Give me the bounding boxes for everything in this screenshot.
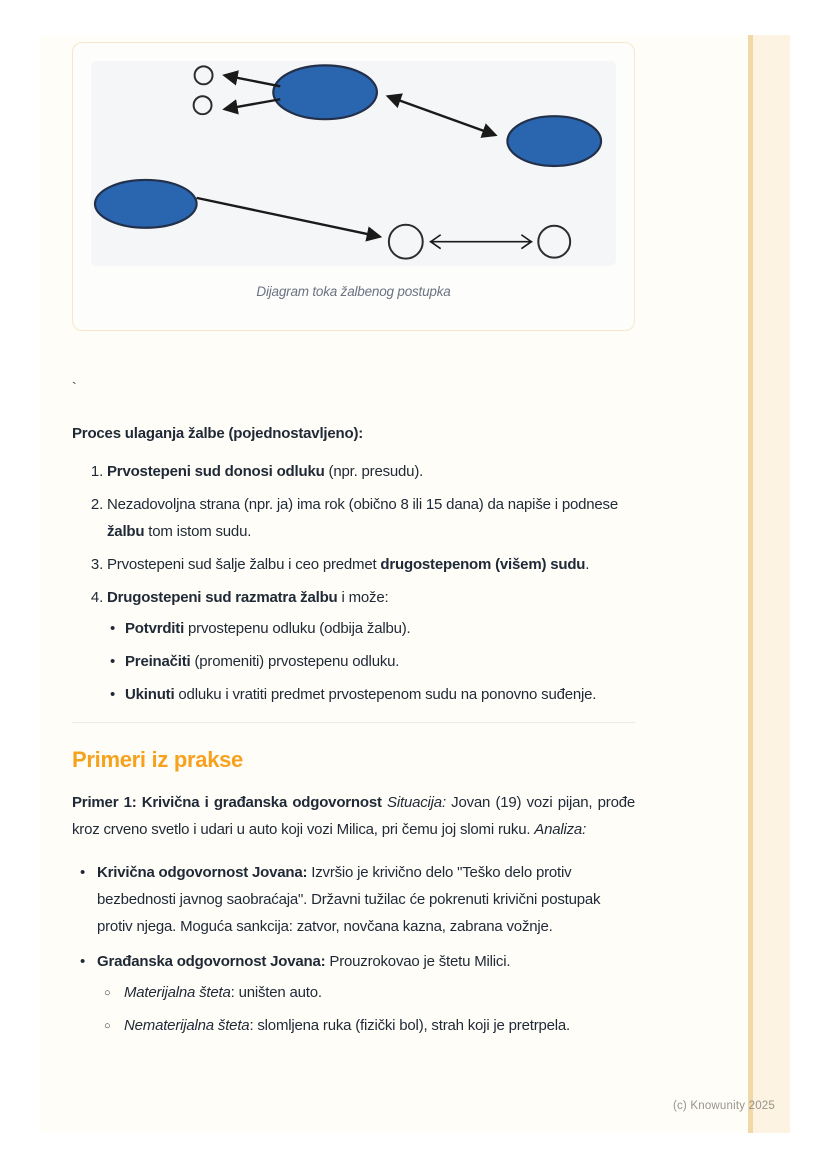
- process-item-4: [107, 584, 635, 708]
- blue-ellipse-bottom-left: [95, 180, 197, 228]
- text-segment: Izvršio je krivično delo "Teško delo protiv bezbednosti javnog saobraćaja". Državni tužilac će pokrenuti krivični postupak protiv njega. Moguća sankcija: zatvor, novčana kazna, zabrana vožnje.: [97, 864, 601, 935]
- process-list: [72, 458, 635, 708]
- example-item-2: [80, 948, 635, 1039]
- text-segment: : slomljena ruka (fizički bol), strah koji je pretrpela.: [249, 1017, 571, 1034]
- process-sub-list: [110, 615, 635, 708]
- text-segment: Primer 1: Krivična i građanska odgovornost: [72, 794, 388, 811]
- text-segment: Građanska odgovornost Jovana:: [97, 953, 326, 970]
- small-circle-1: [195, 66, 213, 84]
- text-segment: (npr. presudu).: [324, 463, 424, 480]
- text-segment: Nezadovoljna strana (npr. ja) ima rok (obično 8 ili 15 dana) da napiše i podnese: [107, 496, 618, 513]
- document-surface: [40, 35, 790, 1133]
- outcome-circle-2: [538, 226, 570, 258]
- text-segment: .: [585, 556, 590, 573]
- process-item-2: [107, 491, 635, 545]
- text-segment: prvostepenu odluku (odbija žalbu).: [184, 620, 411, 637]
- side-margin-panel: [753, 35, 790, 1133]
- flow-diagram-svg: [91, 61, 616, 266]
- section-divider: [72, 722, 635, 723]
- text-segment: Prouzrokovao je štetu Milici.: [325, 953, 511, 970]
- copyright-watermark: (c) Knowunity 2025: [672, 1100, 775, 1112]
- long-arrow-bottom: [197, 198, 380, 237]
- blue-ellipse-right: [507, 116, 601, 166]
- text-segment: tom istom sudu.: [144, 523, 252, 540]
- figure-card[interactable]: [72, 42, 635, 331]
- figure-caption: Dijagram toka žalbenog postupka: [256, 284, 451, 299]
- example-list: [80, 859, 635, 1039]
- example-subitem-1: [104, 979, 635, 1006]
- text-segment: Nematerijalna šteta: [124, 1017, 250, 1034]
- text-segment: i može:: [337, 589, 389, 606]
- example-subitem-2: [104, 1012, 635, 1039]
- blue-ellipse-top: [273, 65, 377, 119]
- section-heading: Primeri iz prakse: [72, 747, 243, 772]
- text-segment: Krivična odgovornost Jovana:: [97, 864, 308, 881]
- arrow-to-circle-1: [224, 75, 280, 86]
- text-segment: drugostepenom (višem) sudu: [380, 556, 586, 573]
- example-item-2-text: [97, 953, 510, 970]
- text-segment: žalbu: [107, 523, 145, 540]
- double-arrow-top: [388, 96, 496, 135]
- process-subitem-3: [110, 681, 635, 708]
- text-segment: Drugostepeni sud razmatra žalbu: [107, 589, 338, 606]
- text-segment: Potvrditi: [125, 620, 185, 637]
- text-segment: Prvostepeni sud šalje žalbu i ceo predmet: [107, 556, 381, 573]
- text-segment: Ukinuti: [125, 686, 175, 703]
- process-item-3: [107, 551, 635, 578]
- stray-backtick: `: [72, 379, 77, 395]
- process-item-1: [107, 458, 635, 485]
- process-heading: Proces ulaganja žalbe (pojednostavljeno):: [72, 425, 364, 442]
- example-item-1: [80, 859, 635, 940]
- text-segment: Jovan (19) vozi pijan, prođe kroz crveno svetlo i udari u auto koji vozi Milica, pri čemu joj slomi ruku.: [72, 794, 635, 838]
- double-arrow-bottom: [430, 235, 533, 249]
- text-segment: Situacija:: [387, 794, 446, 811]
- example-sub-list: [104, 979, 635, 1039]
- process-item-4-text: [107, 589, 388, 606]
- content-column: [72, 42, 635, 1039]
- text-segment: : uništen auto.: [230, 984, 322, 1001]
- process-subitem-2: [110, 648, 635, 675]
- text-segment: odluku i vratiti predmet prvostepenom sudu na ponovno suđenje.: [174, 686, 597, 703]
- figure-panel: [91, 61, 616, 266]
- example-intro: [72, 789, 635, 843]
- text-segment: Prvostepeni sud donosi odluku: [107, 463, 325, 480]
- outcome-circle-1: [389, 225, 423, 259]
- text-segment: Analiza:: [534, 821, 587, 838]
- text-segment: Materijalna šteta: [124, 984, 231, 1001]
- small-circle-2: [194, 96, 212, 114]
- arrow-to-circle-2: [224, 99, 280, 109]
- text-segment: (promeniti) prvostepenu odluku.: [190, 653, 400, 670]
- process-subitem-1: [110, 615, 635, 642]
- text-segment: Preinačiti: [125, 653, 191, 670]
